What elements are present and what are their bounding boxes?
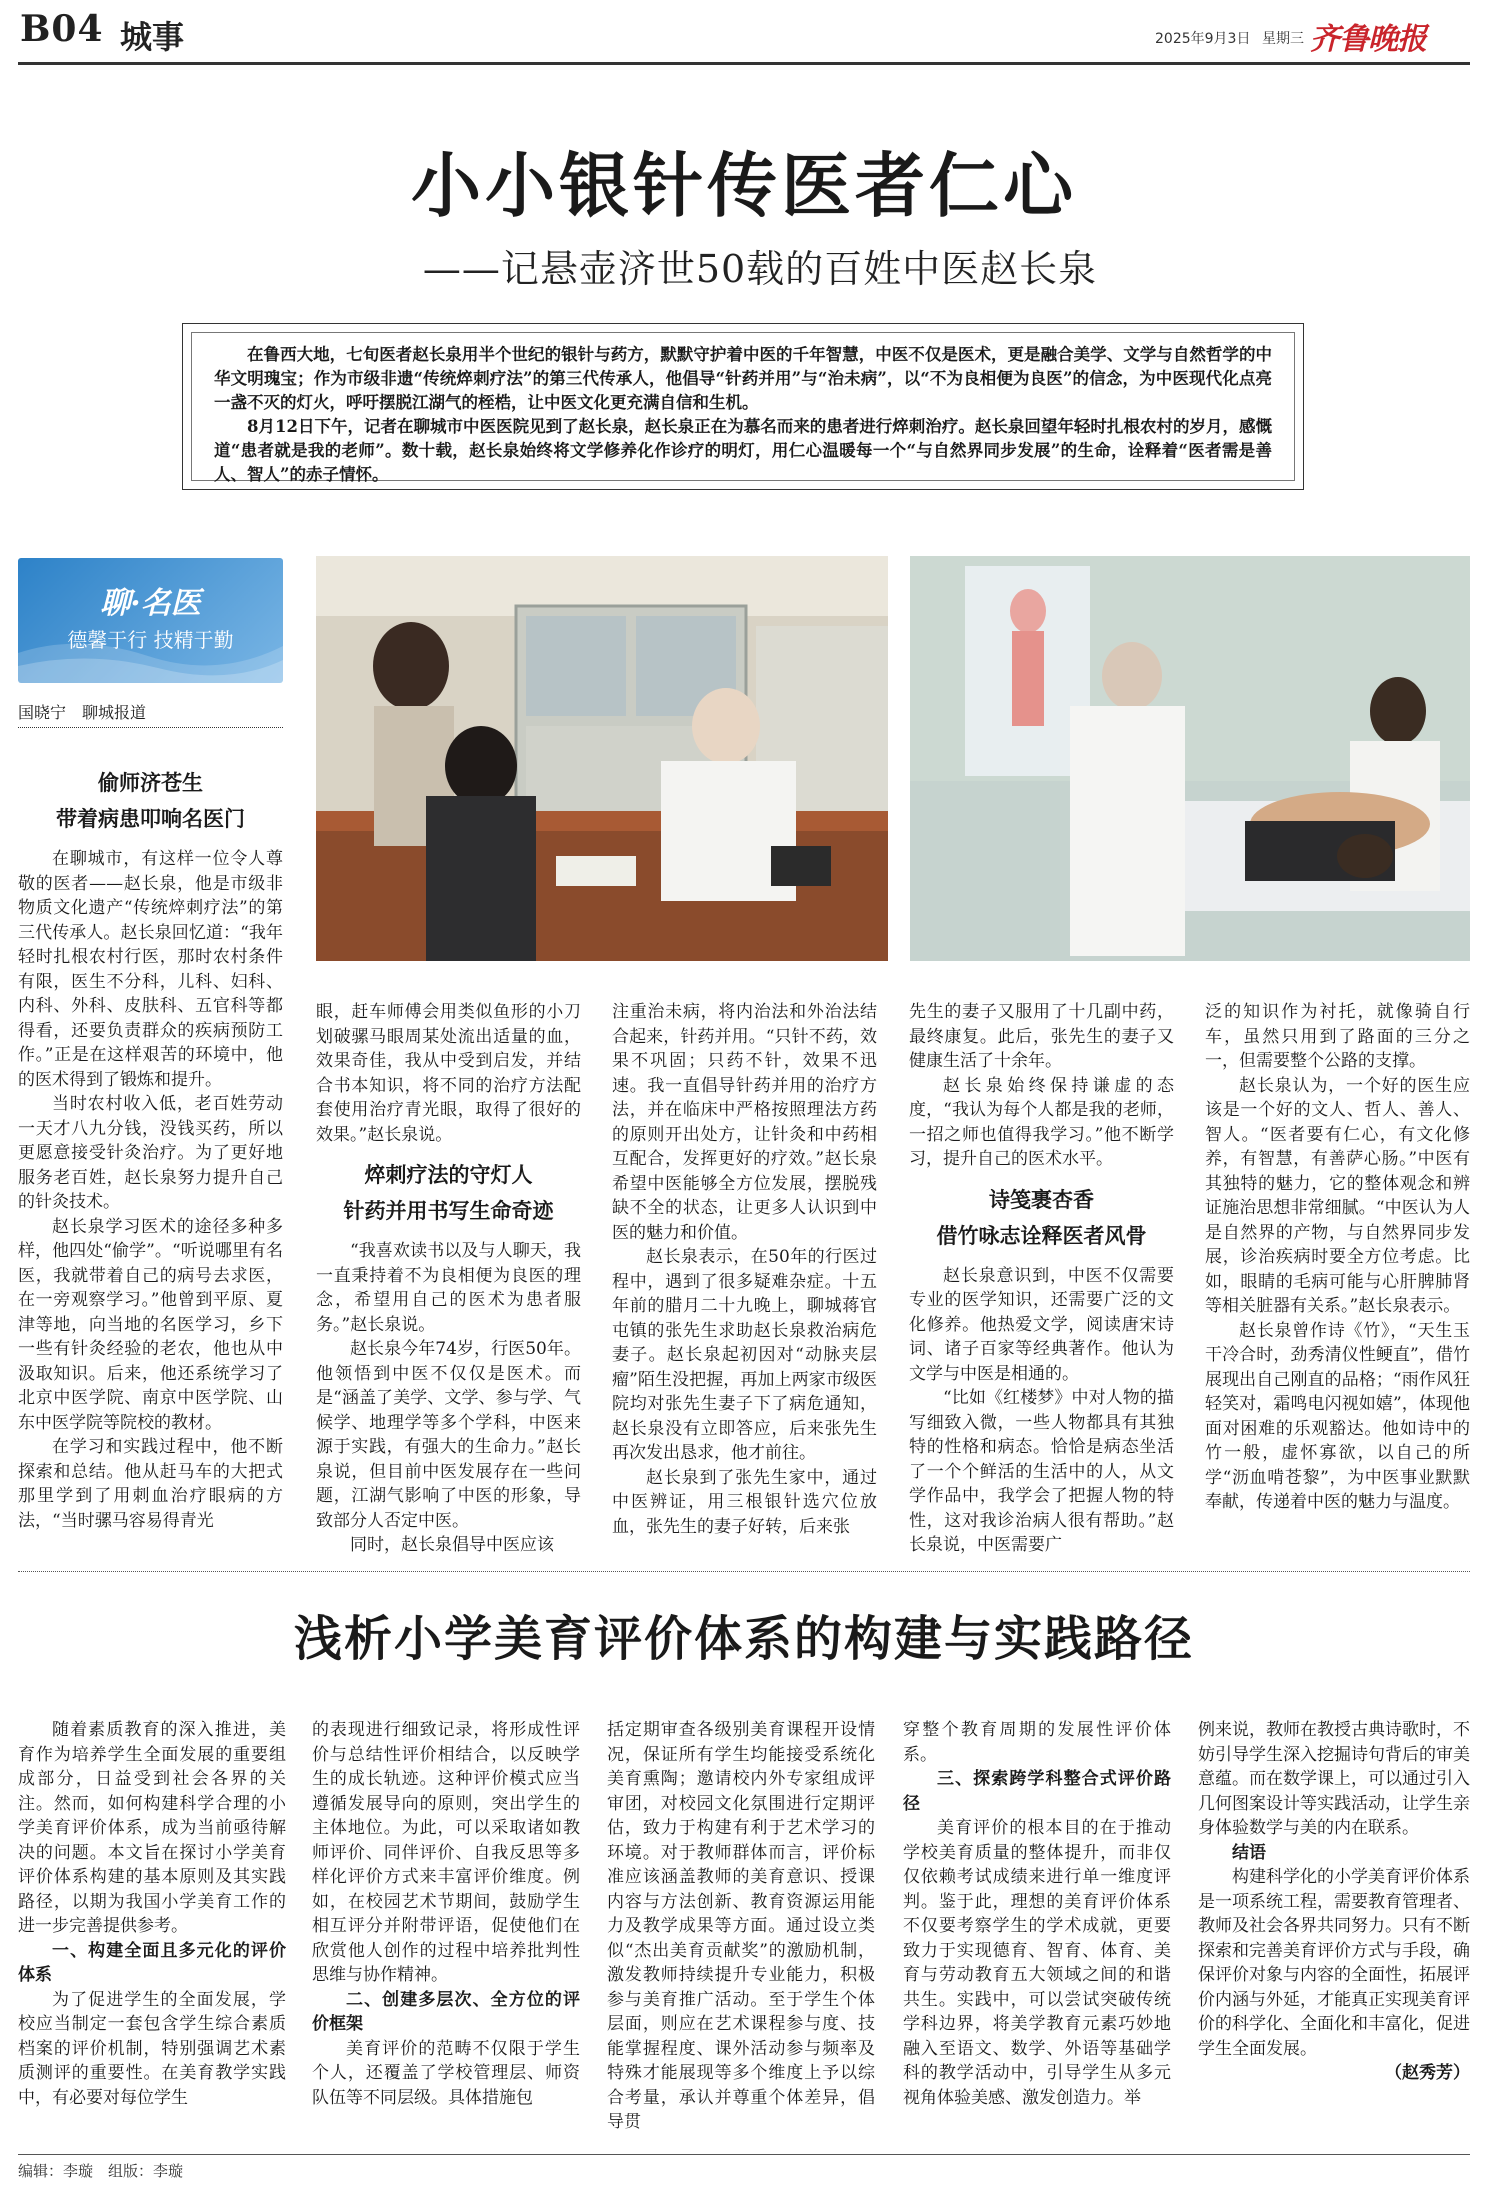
editor-credits: 编辑：李璇 组版：李璇 bbox=[18, 2162, 184, 2180]
badge-title: 聊·名医 bbox=[100, 586, 201, 621]
section-heading-3-line2: 借竹咏志诠释医者风骨 bbox=[936, 1222, 1147, 1248]
section-heading: 一、构建全面且多元化的评价体系 bbox=[18, 1940, 286, 1985]
article1-title: 小小银针传医者仁心 bbox=[411, 144, 1077, 227]
paragraph: “我喜欢读书以及与人聊天，我一直秉持着不为良相便为良医的理念，希望用自己的医术为患者服务。”赵长泉说。 bbox=[316, 1241, 581, 1335]
paragraph: 穿整个教育周期的发展性评价体系。 bbox=[903, 1720, 1171, 1765]
section-heading: 三、探索跨学科整合式评价路径 bbox=[903, 1769, 1171, 1814]
section-name: 城事 bbox=[120, 18, 185, 56]
paragraph: 同时，赵长泉倡导中医应该 bbox=[350, 1535, 554, 1555]
section-heading-2-line1: 焠刺疗法的守灯人 bbox=[364, 1162, 533, 1187]
paragraph: 先生的妻子又服用了十几副中药，最终康复。此后，张先生的妻子又健康生活了十余年。 bbox=[909, 1002, 1174, 1071]
paragraph: 括定期审查各级别美育课程开设情况，保证所有学生均能接受系统化美育熏陶；邀请校内外专家组成评审团，对校园文化氛围进行定期评估，致力于构建有利于艺术学习的环境。对于教师群体而言，评价标准应该涵盖教师的美育意识、授课内容与方法创新、教育资源运用能力及教学成果等方面。通过设立类似“杰出美育贡献奖”的激励机制，激发教师持续提升专业能力，积极参与美育推广活动。至于学生个体层面，则应在艺术课程参与度、技能掌握程度、课外活动参与频率及特殊才能展现等多个维度上予以综合考量，承认并尊重个体差异，倡导贯 bbox=[607, 1720, 875, 2132]
section-heading-3-line1: 诗笺裹杏香 bbox=[989, 1186, 1094, 1212]
article2-column-4 bbox=[903, 1718, 1171, 2138]
badge-slogan: 德馨于行 技精于勤 bbox=[67, 628, 234, 652]
paragraph: 赵长泉到了张先生家中，通过中医辨证，用三根银针选穴位放血，张先生的妻子好转，后来张 bbox=[612, 1467, 877, 1537]
article2-title: 浅析小学美育评价体系的构建与实践路径 bbox=[293, 1611, 1194, 1667]
paragraph: 在聊城市，有这样一位令人尊敬的医者——赵长泉，他是市级非物质文化遗产“传统焠刺疗法”的第三代传承人。赵长泉回忆道：“我年轻时扎根农村行医，那时农村条件有限，医生不分科，儿科、妇科、内科、外科、皮肤科、五官科等都得看，还要负责群众的疾病预防工作。”正是在这样艰苦的环境中，他的医术得到了锻炼和提升。 bbox=[18, 849, 283, 1090]
paragraph: 当时农村收入低，老百姓劳动一天才八九分钱，没钱买药，所以更愿意接受针灸治疗。为了更好地服务老百姓，赵长泉努力提升自己的针灸技术。 bbox=[18, 1094, 283, 1212]
paragraph: “比如《红楼梦》中对人物的描写细致入微，一些人物都具有其独特的性格和病态。恰恰是病态坐活了一个个鲜活的生活中的人，从文学作品中，我学会了把握人物的特性，这对我诊治病人很有帮助。”赵长泉说，中医需要广 bbox=[909, 1388, 1174, 1555]
article1-column-5 bbox=[1205, 1000, 1470, 1540]
paragraph: 泛的知识作为衬托，就像骑自行车，虽然只用到了路面的三分之一，但需要整个公路的支撑。 bbox=[1205, 1002, 1470, 1071]
paragraph: 随着素质教育的深入推进，美育作为培养学生全面发展的重要组成部分，日益受到社会各界的关注。然而，如何构建科学合理的小学美育评价体系，成为当前亟待解决的问题。本文旨在探讨小学美育评价体系构建的基本原则及其实践路径，以期为我国小学美育工作的进一步完善提供参考。 bbox=[18, 1720, 286, 1936]
paragraph: 赵长泉意识到，中医不仅需要专业的医学知识，还需要广泛的文化修养。他热爱文学，阅读唐宋诗词、诸子百家等经典著作。他认为文学与中医是相通的。 bbox=[909, 1265, 1174, 1384]
article1-column-2 bbox=[316, 1000, 581, 1555]
paragraph: 注重治未病，将内治法和外治法结合起来，针药并用。“只针不药，效果不巩固；只药不针，效果不迅速。我一直倡导针药并用的治疗方法，并在临床中严格按照理法方药的原则开出处方，让针灸和中药相互配合，发挥更好的疗效。”赵长泉希望中医能够全方位发展，摆脱残缺不全的状态，让更多人认识到中医的魅力和价值。 bbox=[612, 1002, 877, 1243]
article1-column-4 bbox=[909, 1000, 1174, 1555]
issue-date: 2025年9月3日 bbox=[1155, 31, 1251, 47]
masthead-logo: 齐鲁晚报 bbox=[1310, 22, 1426, 57]
section-heading-3 bbox=[909, 1182, 1174, 1254]
section-heading-2 bbox=[316, 1157, 581, 1229]
column-badge bbox=[18, 558, 283, 683]
paragraph: 的表现进行细致记录，将形成性评价与总结性评价相结合，以反映学生的成长轨迹。这种评价模式应当遵循发展导向的原则，突出学生的主体地位。为此，可以采取诸如教师评价、同伴评价、自我反思等多样化评价方式来丰富评价维度。例如，在校园艺术节期间，鼓励学生相互评分并附带评语，促使他们在欣赏他人创作的过程中培养批判性思维与协作精神。 bbox=[312, 1720, 580, 1985]
paragraph: 美育评价的范畴不仅限于学生个人，还覆盖了学校管理层、师资队伍等不同层级。具体措施包 bbox=[312, 2038, 580, 2108]
page-code: B04 bbox=[20, 8, 104, 50]
article2-column-1 bbox=[18, 1718, 286, 2138]
article-separator bbox=[18, 1571, 1470, 1572]
article2-column-2 bbox=[312, 1718, 580, 2138]
article2-column-3 bbox=[607, 1718, 875, 2138]
article2-column-5 bbox=[1198, 1718, 1470, 2138]
issue-weekday: 星期三 bbox=[1262, 31, 1304, 47]
lead-paragraph-2: 8月12日下午，记者在聊城市中医医院见到了赵长泉，赵长泉正在为慕名而来的患者进行焠刺治疗。赵长泉回望年轻时扎根农村的岁月，感慨道“患者就是我的老师”。数十载，赵长泉始终将文学修养化作诊疗的明灯，用仁心温暖每一个“与自然界同步发展”的生命，诠释着“医者需是善人、智人”的赤子情怀。 bbox=[214, 417, 1272, 484]
paragraph: 在学习和实践过程中，他不断探索和总结。他从赶马车的大把式那里学到了用刺血治疗眼病的方法，“当时骡马容易得青光 bbox=[18, 1437, 283, 1531]
lead-box bbox=[182, 323, 1304, 490]
photo-treatment bbox=[910, 556, 1470, 961]
article1-column-1 bbox=[18, 755, 283, 1535]
article1-column-3 bbox=[612, 1000, 877, 1540]
article1-subtitle: ——记悬壶济世50载的百姓中医赵长泉 bbox=[422, 247, 1098, 291]
paragraph: 赵长泉学习医术的途径多种多样，他四处“偷学”。“听说哪里有名医，我就带着自己的病号去求医，在一旁观察学习。”他曾到平原、夏津等地，向当地的名医学习，乡下一些有针灸经验的老农，他也从中汲取知识。后来，他还系统学习了北京中医学院、南京中医学院、山东中医学院等院校的教材。 bbox=[18, 1216, 283, 1433]
paragraph: 为了促进学生的全面发展，学校应当制定一套包含学生综合素质档案的评价机制，特别强调艺术素质测评的重要性。在美育教学实践中，有必要对每位学生 bbox=[18, 1989, 286, 2108]
header-rule bbox=[18, 62, 1470, 65]
section-heading-2-line2: 针药并用书写生命奇迹 bbox=[343, 1198, 554, 1223]
section-heading-1-line1: 偷师济苍生 bbox=[98, 770, 203, 795]
footer-rule bbox=[18, 2154, 1470, 2155]
paragraph: 赵长泉始终保持谦虚的态度，“我认为每个人都是我的老师，一招之师也值得我学习。”他不断学习，提升自己的医术水平。 bbox=[909, 1075, 1174, 1169]
paragraph: 例来说，教师在教授古典诗歌时，不妨引导学生深入挖掘诗句背后的审美意蕴。而在数学课上，可以通过引入几何图案设计等实践活动，让学生亲身体验数学与美的内在联系。 bbox=[1198, 1720, 1470, 1838]
author-signature: （赵秀芳） bbox=[1385, 2063, 1470, 2083]
section-heading: 结语 bbox=[1232, 1842, 1266, 1863]
lead-paragraph-1: 在鲁西大地，七旬医者赵长泉用半个世纪的银针与药方，默默守护着中医的千年智慧，中医不仅是医术，更是融合美学、文学与自然哲学的中华文明瑰宝；作为市级非遗“传统焠刺疗法”的第三代传承人，他倡导“针药并用”与“治未病”，以“不为良相便为良医”的信念，为中医现代化点亮一盏不灭的灯火，呼吁摆脱江湖气的桎梏，让中医文化更充满自信和生机。 bbox=[214, 345, 1272, 412]
paragraph: 赵长泉今年74岁，行医50年。他领悟到中医不仅仅是医术。而是“涵盖了美学、文学、参与学、气候学、地理学等多个学科，中医来源于实践，有强大的生命力。”赵长泉说，但目前中医发展存在一些问题，江湖气影响了中医的形象，导致部分人否定中医。 bbox=[316, 1339, 581, 1531]
section-heading-1 bbox=[18, 765, 283, 837]
paragraph: 赵长泉认为，一个好的医生应该是一个好的文人、哲人、善人、智人。“医者要有仁心，有文化修养，有智慧，有善萨心肠。”中医有其独特的魅力，它的整体观念和辨证施治思想非常细腻。“中医认为人是自然界的产物，与自然界同步发展，诊治疾病时要全方位考虑。比如，眼睛的毛病可能与心肝脾肺肾等相关脏器有关系。”赵长泉表示。 bbox=[1205, 1075, 1470, 1316]
section-heading: 二、创建多层次、全方位的评价框架 bbox=[312, 1989, 580, 2034]
byline: 国晓宁 聊城报道 bbox=[18, 700, 283, 728]
paragraph: 眼，赶车师傅会用类似鱼形的小刀划破骡马眼周某处流出适量的血，效果奇佳，我从中受到启发，并结合书本知识，将不同的治疗方法配套使用治疗青光眼，取得了很好的效果。”赵长泉说。 bbox=[316, 1002, 581, 1145]
paragraph: 赵长泉表示，在50年的行医过程中，遇到了很多疑难杂症。十五年前的腊月二十九晚上，聊城蒋官屯镇的张先生求助赵长泉救治病危妻子。赵长泉起初因对“动脉夹层瘤”陌生没把握，再加上两家市级医院均对张先生妻子下了病危通知，赵长泉没有立即答应，后来张先生再次发出恳求，他才前往。 bbox=[612, 1247, 877, 1463]
paragraph: 赵长泉曾作诗《竹》，“天生玉干冷合时，劲秀清仪性鲠直”，借竹展现出自己刚直的品格；“雨作风狂轻笑对，霜鸣电闪视如嬉”，体现他面对困难的乐观豁达。他如诗中的竹一般，虚怀寡欲，以自己的所学“沥血啃苍黎”，为中医事业默默奉献，传递着中医的魅力与温度。 bbox=[1205, 1320, 1470, 1512]
section-heading-1-line2: 带着病患叩响名医门 bbox=[56, 806, 245, 831]
paragraph: 构建科学化的小学美育评价体系是一项系统工程，需要教育管理者、教师及社会各界共同努力。只有不断探索和完善美育评价方式与手段，确保评价对象与内容的全面性，拓展评价内涵与外延，才能真正实现美育评价的科学化、全面化和丰富化，促进学生全面发展。 bbox=[1198, 1867, 1470, 2059]
paragraph: 美育评价的根本目的在于推动学校美育质量的整体提升，而非仅仅依赖考试成绩来进行单一维度评判。鉴于此，理想的美育评价体系不仅要考察学生的学术成就，更要致力于实现德育、智育、体育、美育与劳动教育五大领域之间的和谐共生。实践中，可以尝试突破传统学科边界，将美学教育元素巧妙地融入至语文、数学、外语等基础学科的教学活动中，引导学生从多元视角体验美感、激发创造力。举 bbox=[903, 1818, 1171, 2108]
photo-consultation bbox=[316, 556, 888, 961]
